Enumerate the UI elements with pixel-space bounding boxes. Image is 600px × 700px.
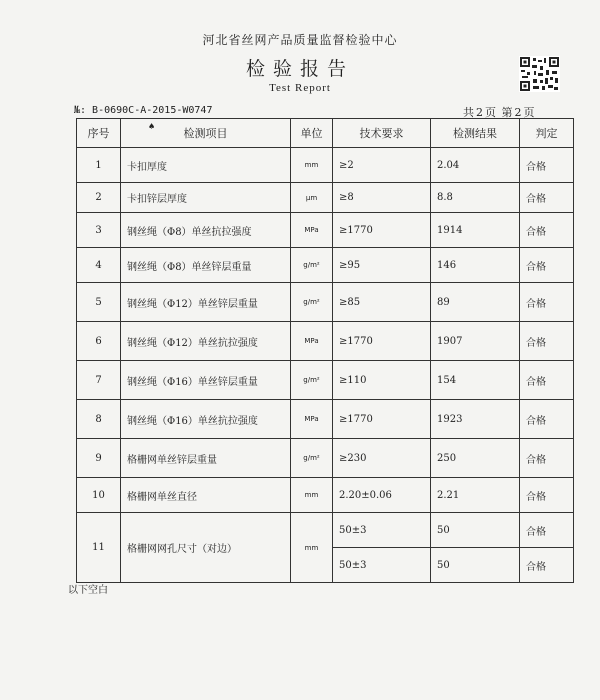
cell-item: 格栅网网孔尺寸（对边） xyxy=(121,513,291,583)
cell-result: 2.21 xyxy=(431,478,520,513)
cell-requirement: 50±3 xyxy=(333,548,431,583)
cell-index: 4 xyxy=(77,248,121,283)
cell-result: 50 xyxy=(431,548,520,583)
cell-item: 钢丝绳（Φ8）单丝抗拉强度 xyxy=(121,213,291,248)
report-number: №: B-0690C-A-2015-W0747 xyxy=(74,105,213,116)
cell-unit: MPa xyxy=(291,400,333,439)
header-result: 检测结果 xyxy=(431,119,520,148)
table-row xyxy=(77,361,574,400)
cell-requirement: ≥1770 xyxy=(333,322,431,361)
cell-requirement: ≥1770 xyxy=(333,400,431,439)
cell-requirement: ≥230 xyxy=(333,439,431,478)
cell-result: 50 xyxy=(431,513,520,548)
cell-unit: mm xyxy=(291,148,333,183)
header-requirement: 技术要求 xyxy=(333,119,431,148)
cell-item: 格栅网单丝直径 xyxy=(121,478,291,513)
cell-index: 11 xyxy=(77,513,121,583)
cell-result: 8.8 xyxy=(431,183,520,213)
page-indicator: 共 2 页 第 2 页 xyxy=(463,106,535,119)
cell-verdict: 合格 xyxy=(520,248,574,283)
cell-verdict: 合格 xyxy=(520,478,574,513)
cell-requirement: ≥8 xyxy=(333,183,431,213)
cell-unit: MPa xyxy=(291,322,333,361)
cell-index: 1 xyxy=(77,148,121,183)
cell-requirement: 50±3 xyxy=(333,513,431,548)
header-verdict: 判定 xyxy=(520,119,574,148)
cell-requirement: ≥95 xyxy=(333,248,431,283)
table-row xyxy=(77,322,574,361)
cell-result: 1914 xyxy=(431,213,520,248)
table-row xyxy=(77,478,574,513)
report-title: 检验报告 xyxy=(245,58,354,80)
cell-unit: mm xyxy=(291,513,333,583)
table-row xyxy=(77,183,574,213)
cell-item: 卡扣锌层厚度 xyxy=(121,183,291,213)
cell-unit: MPa xyxy=(291,213,333,248)
cell-verdict: 合格 xyxy=(520,400,574,439)
cell-item: 钢丝绳（Φ8）单丝锌层重量 xyxy=(121,248,291,283)
cell-index: 9 xyxy=(77,439,121,478)
cell-result: 250 xyxy=(431,439,520,478)
cell-item: 格栅网单丝锌层重量 xyxy=(121,439,291,478)
cell-verdict: 合格 xyxy=(520,283,574,322)
table-row xyxy=(77,213,574,248)
cell-result: 1907 xyxy=(431,322,520,361)
header-unit: 单位 xyxy=(291,119,333,148)
cell-verdict: 合格 xyxy=(520,322,574,361)
cell-verdict: 合格 xyxy=(520,148,574,183)
spade-mark-icon: ♠ xyxy=(148,122,156,131)
cell-unit: g/m² xyxy=(291,439,333,478)
table-header-row xyxy=(77,119,574,148)
cell-item: 钢丝绳（Φ16）单丝锌层重量 xyxy=(121,361,291,400)
table-row xyxy=(77,148,574,183)
table-row xyxy=(77,513,574,548)
cell-requirement: 2.20±0.06 xyxy=(333,478,431,513)
cell-unit: g/m² xyxy=(291,361,333,400)
cell-index: 5 xyxy=(77,283,121,322)
table-row xyxy=(77,283,574,322)
table-row xyxy=(77,248,574,283)
cell-requirement: ≥85 xyxy=(333,283,431,322)
table-row xyxy=(77,400,574,439)
cell-index: 7 xyxy=(77,361,121,400)
cell-result: 154 xyxy=(431,361,520,400)
cell-result: 89 xyxy=(431,283,520,322)
blank-below-note: 以下空白 xyxy=(68,585,108,596)
cell-unit: mm xyxy=(291,478,333,513)
cell-item: 钢丝绳（Φ12）单丝抗拉强度 xyxy=(121,322,291,361)
cell-unit: g/m² xyxy=(291,283,333,322)
cell-verdict: 合格 xyxy=(520,548,574,583)
cell-verdict: 合格 xyxy=(520,513,574,548)
cell-item: 卡扣厚度 xyxy=(121,148,291,183)
test-results-table xyxy=(76,118,574,583)
cell-requirement: ≥2 xyxy=(333,148,431,183)
cell-index: 2 xyxy=(77,183,121,213)
report-subtitle: Test Report xyxy=(269,82,331,94)
cell-verdict: 合格 xyxy=(520,439,574,478)
cell-result: 146 xyxy=(431,248,520,283)
cell-index: 10 xyxy=(77,478,121,513)
cell-requirement: ≥110 xyxy=(333,361,431,400)
cell-verdict: 合格 xyxy=(520,213,574,248)
cell-verdict: 合格 xyxy=(520,183,574,213)
header-item: 检测项目 xyxy=(121,119,291,148)
cell-unit: μm xyxy=(291,183,333,213)
cell-verdict: 合格 xyxy=(520,361,574,400)
cell-requirement: ≥1770 xyxy=(333,213,431,248)
cell-result: 2.04 xyxy=(431,148,520,183)
table-row xyxy=(77,439,574,478)
cell-index: 8 xyxy=(77,400,121,439)
org-name: 河北省丝网产品质量监督检验中心 xyxy=(202,33,398,47)
cell-item: 钢丝绳（Φ12）单丝锌层重量 xyxy=(121,283,291,322)
header-index: 序号 xyxy=(77,119,121,148)
qr-code-icon xyxy=(519,56,560,92)
cell-index: 3 xyxy=(77,213,121,248)
cell-item: 钢丝绳（Φ16）单丝抗拉强度 xyxy=(121,400,291,439)
cell-unit: g/m² xyxy=(291,248,333,283)
cell-index: 6 xyxy=(77,322,121,361)
cell-result: 1923 xyxy=(431,400,520,439)
